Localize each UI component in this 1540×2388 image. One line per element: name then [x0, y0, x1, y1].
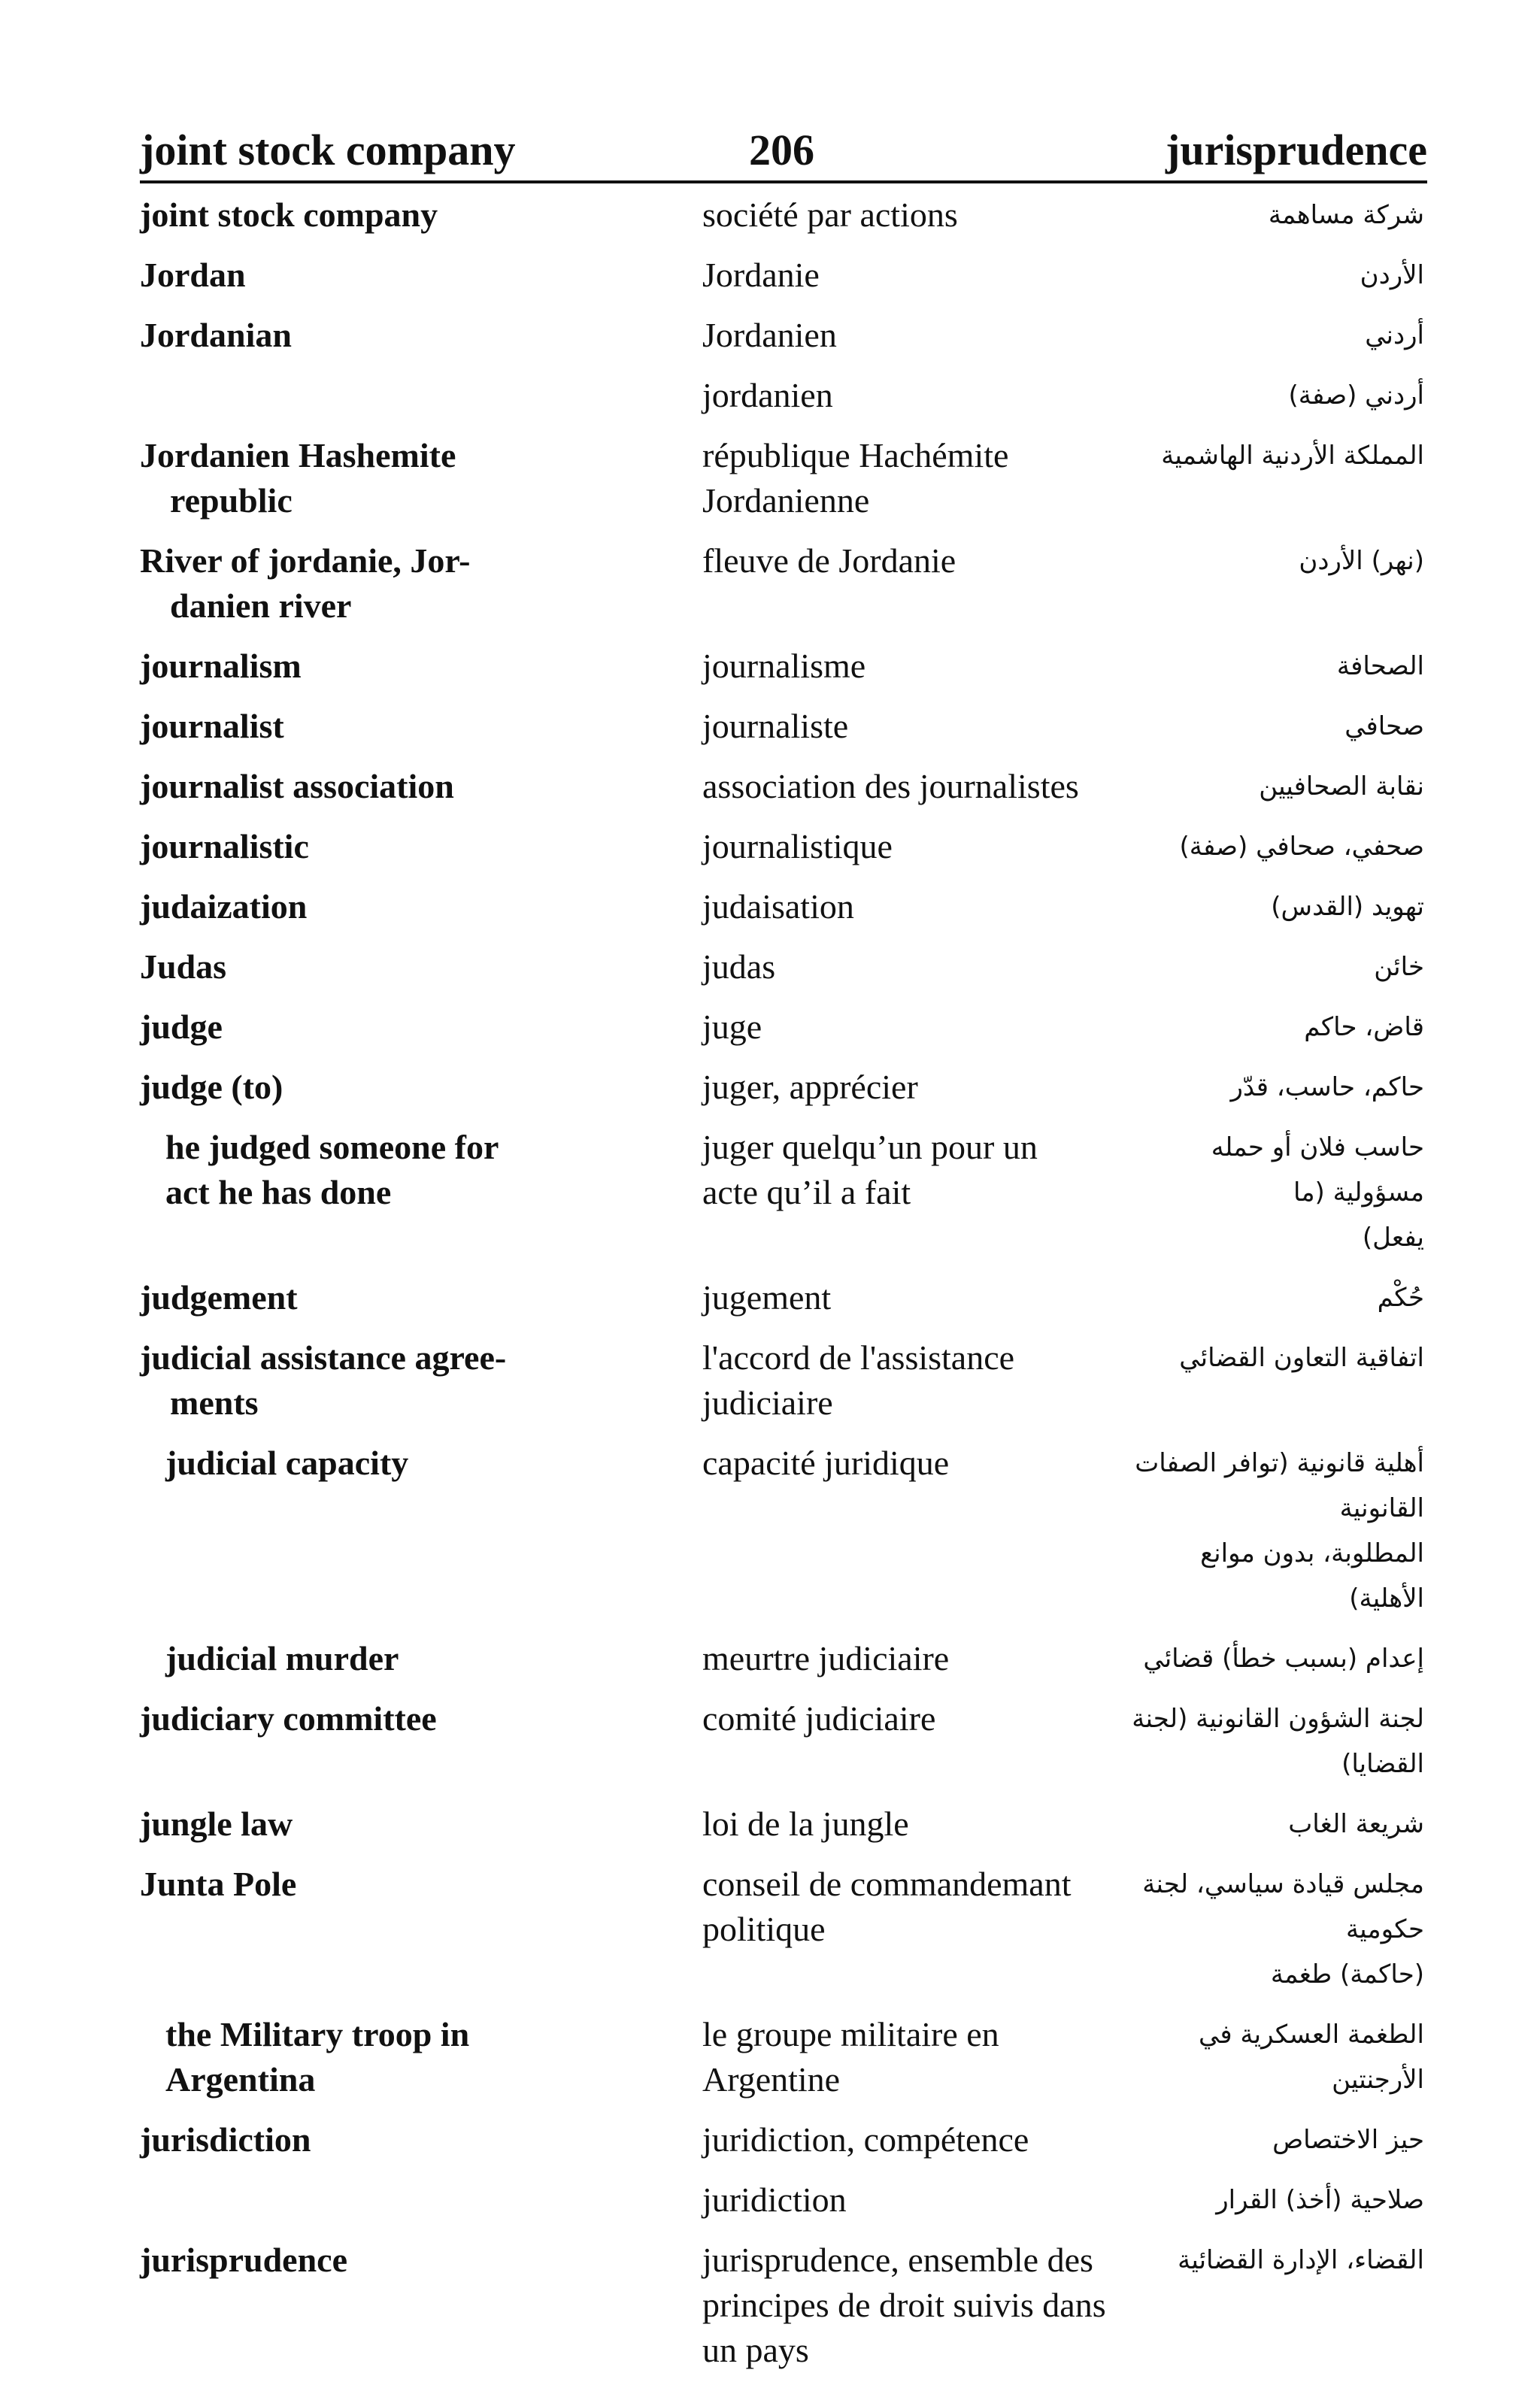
arabic-term: أردني: [1365, 320, 1424, 350]
entry-row: [135, 373, 1429, 418]
entry-row: [135, 704, 1429, 749]
entry-row: [135, 1696, 1429, 1786]
page-number: 206: [749, 126, 814, 174]
entry-row: [135, 1802, 1429, 1847]
french-term: juger quelqu’un pour un acte qu’il a fait: [702, 1128, 1038, 1211]
arabic-term: صحفي، صحافي (صفة): [1179, 832, 1424, 862]
arabic-term: صلاحية (أخذ) القرار: [1216, 2185, 1424, 2215]
entry-row: [135, 253, 1429, 298]
english-term: jurisdiction: [140, 2120, 311, 2159]
english-term: Judas: [140, 947, 227, 986]
entry-row: [135, 313, 1429, 358]
arabic-term: مجلس قيادة سياسي، لجنة حكومية (حاكمة) طغمة: [1142, 1869, 1424, 1989]
entry-row: [135, 1862, 1429, 1997]
english-term: judicial capacity: [165, 1444, 409, 1482]
french-term: juridiction, compétence: [702, 2120, 1029, 2159]
entry-row: [135, 2238, 1429, 2373]
english-term: jurisprudence: [140, 2241, 347, 2279]
french-term: association des journalistes: [702, 767, 1079, 805]
entry-row: [135, 2012, 1429, 2102]
english-term: journalist association: [140, 767, 454, 805]
french-term: meurtre judiciaire: [702, 1639, 950, 1677]
arabic-term: إعدام (بسبب خطأ) قضائي: [1143, 1644, 1424, 1674]
arabic-term: حاكم، حاسب، قدّر: [1230, 1072, 1424, 1102]
french-term: société par actions: [702, 195, 958, 234]
english-term: journalistic: [140, 827, 309, 865]
english-term: judicial assistance agree- ments: [140, 1338, 507, 1422]
entry-row: [135, 1065, 1429, 1110]
english-term: journalism: [140, 647, 302, 685]
arabic-term: المملكة الأردنية الهاشمية: [1161, 441, 1424, 471]
french-term: l'accord de l'assistance judiciaire: [702, 1338, 1015, 1422]
french-term: capacité juridique: [702, 1444, 950, 1482]
arabic-term: لجنة الشؤون القانونية (لجنة القضايا): [1132, 1704, 1424, 1779]
entry-row: [135, 1275, 1429, 1320]
entry-row: [135, 1125, 1429, 1260]
arabic-term: حُكْم: [1377, 1283, 1424, 1313]
english-term: the Military troop in Argentina: [165, 2015, 470, 2099]
header-first-entry: joint stock company: [140, 126, 516, 174]
entry-row: [135, 433, 1429, 523]
arabic-term: حاسب فلان أو حمله مسؤولية (ما يفعل): [1211, 1132, 1424, 1253]
english-term: judge (to): [140, 1068, 283, 1106]
french-term: fleuve de Jordanie: [702, 541, 956, 580]
french-term: judaisation: [702, 887, 854, 926]
french-term: judas: [702, 947, 776, 986]
arabic-term: خائن: [1374, 952, 1424, 982]
english-term: jungle law: [140, 1805, 293, 1843]
english-term: he judged someone for act he has done: [165, 1128, 499, 1211]
french-term: Jordanie: [702, 256, 820, 294]
arabic-term: القضاء، الإدارة القضائية: [1178, 2245, 1424, 2275]
arabic-term: الطغمة العسكرية في الأرجنتين: [1199, 2020, 1424, 2095]
arabic-term: حيز الاختصاص: [1272, 2125, 1424, 2155]
entry-row: [135, 192, 1429, 238]
english-term: judicial murder: [165, 1639, 399, 1677]
entry-row: [135, 1636, 1429, 1681]
french-term: jordanien: [702, 376, 833, 414]
entry-row: [135, 2117, 1429, 2162]
entry-row: [135, 884, 1429, 929]
entry-row: [135, 764, 1429, 809]
english-term: Jordanian: [140, 316, 292, 354]
arabic-term: شركة مساهمة: [1268, 200, 1424, 230]
dictionary-entries: [135, 192, 1429, 2388]
french-term: jugement: [702, 1278, 832, 1317]
page-header: [140, 113, 1427, 183]
french-term: Jordanien: [702, 316, 837, 354]
french-term: journalisme: [702, 647, 866, 685]
english-term: judgement: [140, 1278, 298, 1317]
english-term: River of jordanie, Jor- danien river: [140, 541, 471, 625]
french-term: juge: [702, 1008, 762, 1046]
french-term: comité judiciaire: [702, 1699, 936, 1738]
english-term: Jordan: [140, 256, 246, 294]
french-term: conseil de commandemant politique: [702, 1865, 1072, 1948]
french-term: le groupe militaire en Argentine: [702, 2015, 999, 2099]
french-term: loi de la jungle: [702, 1805, 909, 1843]
arabic-term: قاض، حاكم: [1304, 1012, 1424, 1042]
header-last-entry: jurisprudence: [1166, 126, 1427, 174]
entry-row: [135, 1441, 1429, 1621]
arabic-term: اتفاقية التعاون القضائي: [1179, 1343, 1424, 1373]
arabic-term: الأردن: [1360, 260, 1424, 290]
english-term: judiciary committee: [140, 1699, 437, 1738]
arabic-term: أردني (صفة): [1288, 380, 1424, 411]
french-term: république Hachémite Jordanienne: [702, 436, 1009, 520]
arabic-term: أهلية قانونية (توافر الصفات القانونية المطلوبة، بدون موانع الأهلية): [1135, 1448, 1424, 1614]
english-term: Jordanien Hashemite republic: [140, 436, 456, 520]
arabic-term: صحافي: [1344, 711, 1424, 741]
english-term: joint stock company: [140, 195, 438, 234]
french-term: journaliste: [702, 707, 849, 745]
entry-row: [135, 944, 1429, 989]
arabic-term: (نهر) الأردن: [1299, 546, 1424, 576]
french-term: juger, apprécier: [702, 1068, 918, 1106]
arabic-term: شريعة الغاب: [1288, 1809, 1424, 1839]
french-term: journalistique: [702, 827, 893, 865]
english-term: Junta Pole: [140, 1865, 297, 1903]
entry-row: [135, 2177, 1429, 2223]
arabic-term: الصحافة: [1336, 651, 1424, 681]
arabic-term: تهويد (القدس): [1271, 892, 1424, 922]
entry-row: [135, 824, 1429, 869]
arabic-term: نقابة الصحافيين: [1259, 771, 1424, 802]
entry-row: [135, 1335, 1429, 1426]
french-term: juridiction: [702, 2180, 847, 2219]
entry-row: [135, 1005, 1429, 1050]
entry-row: [135, 644, 1429, 689]
english-term: journalist: [140, 707, 284, 745]
entry-row: [135, 538, 1429, 629]
french-term: jurisprudence, ensemble des principes de droit suivis dans un pays: [702, 2241, 1106, 2369]
english-term: judaization: [140, 887, 308, 926]
english-term: judge: [140, 1008, 223, 1046]
